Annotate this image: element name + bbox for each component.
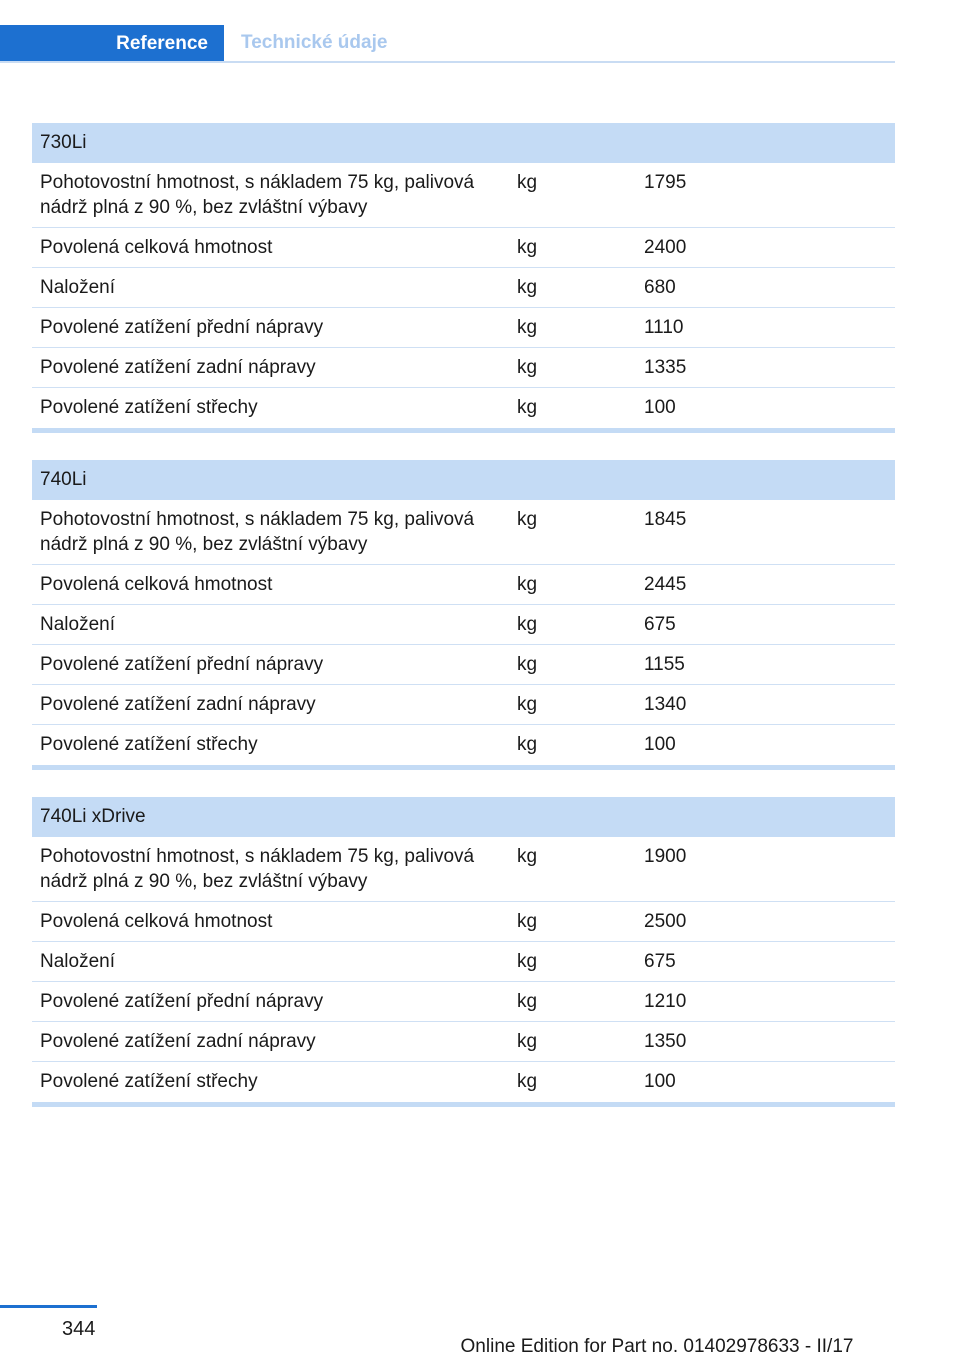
- row-unit: kg: [517, 1071, 538, 1092]
- tab-technical-data[interactable]: Technické údaje: [241, 32, 388, 53]
- spec-table-model-header: 740Li xDrive: [32, 797, 895, 837]
- spec-table: [32, 460, 895, 770]
- row-value: 2445: [644, 574, 687, 595]
- row-label: Povolené zatížení přední nápravy: [40, 317, 324, 338]
- row-unit: kg: [517, 614, 538, 635]
- header-divider: [0, 61, 895, 63]
- row-value: 1350: [644, 1031, 687, 1052]
- row-label: Pohotovostní hmotnost, s nákladem 75 kg, palivová nádrž plná z 90 %, bez zvláštní výbavy: [40, 509, 475, 555]
- row-label: Naložení: [40, 614, 115, 635]
- table-row: [32, 605, 895, 645]
- table-row: [32, 982, 895, 1022]
- row-label: Pohotovostní hmotnost, s nákladem 75 kg, palivová nádrž plná z 90 %, bez zvláštní výbavy: [40, 172, 475, 218]
- row-unit: kg: [517, 317, 538, 338]
- table-row: [32, 1062, 895, 1102]
- table-row: [32, 348, 895, 388]
- row-label: Povolené zatížení střechy: [40, 1071, 258, 1092]
- row-value: 2400: [644, 237, 687, 258]
- row-unit: kg: [517, 357, 538, 378]
- row-value: 1155: [644, 654, 685, 675]
- table-row: [32, 500, 895, 565]
- row-label: Povolené zatížení zadní nápravy: [40, 357, 316, 378]
- spec-table-bottom-rule: [32, 428, 895, 433]
- table-row: [32, 902, 895, 942]
- page-number: 344: [62, 1318, 96, 1340]
- row-unit: kg: [517, 911, 538, 932]
- table-row: [32, 388, 895, 428]
- row-value: 1340: [644, 694, 687, 715]
- row-label: Povolená celková hmotnost: [40, 574, 273, 595]
- row-unit: kg: [517, 654, 538, 675]
- row-value: 675: [644, 951, 676, 972]
- row-unit: kg: [517, 1031, 538, 1052]
- edition-text: Online Edition for Part no. 01402978633 - II/17: [460, 1336, 854, 1357]
- table-row: [32, 725, 895, 765]
- row-label: Naložení: [40, 277, 115, 298]
- row-value: 100: [644, 1071, 676, 1092]
- row-unit: kg: [517, 277, 538, 298]
- spec-table-model-header: 740Li: [32, 460, 895, 500]
- row-value: 100: [644, 397, 676, 418]
- row-unit: kg: [517, 237, 538, 258]
- spec-table: [32, 797, 895, 1107]
- row-value: 1795: [644, 172, 687, 193]
- row-label: Povolené zatížení přední nápravy: [40, 654, 324, 675]
- row-value: 1110: [644, 317, 684, 338]
- row-unit: kg: [517, 509, 538, 530]
- row-value: 1335: [644, 357, 687, 378]
- row-unit: kg: [517, 991, 538, 1012]
- spec-table-bottom-rule: [32, 1102, 895, 1107]
- row-value: 1210: [644, 991, 687, 1012]
- page-header: [0, 25, 895, 63]
- row-label: Povolená celková hmotnost: [40, 237, 273, 258]
- row-label: Povolené zatížení zadní nápravy: [40, 1031, 316, 1052]
- row-label: Pohotovostní hmotnost, s nákladem 75 kg, palivová nádrž plná z 90 %, bez zvláštní výbavy: [40, 846, 475, 892]
- row-label: Povolené zatížení střechy: [40, 734, 258, 755]
- row-unit: kg: [517, 951, 538, 972]
- row-value: 2500: [644, 911, 687, 932]
- row-label: Povolené zatížení střechy: [40, 397, 258, 418]
- spec-tables: [32, 123, 895, 1134]
- tab-reference[interactable]: Reference: [0, 25, 224, 63]
- row-unit: kg: [517, 574, 538, 595]
- row-value: 100: [644, 734, 676, 755]
- table-row: [32, 228, 895, 268]
- table-row: [32, 268, 895, 308]
- row-unit: kg: [517, 172, 538, 193]
- row-unit: kg: [517, 734, 538, 755]
- spec-table-model-header: 730Li: [32, 123, 895, 163]
- row-label: Naložení: [40, 951, 115, 972]
- table-row: [32, 1022, 895, 1062]
- table-row: [32, 685, 895, 725]
- row-unit: kg: [517, 846, 538, 867]
- table-row: [32, 565, 895, 605]
- table-row: [32, 942, 895, 982]
- row-value: 1845: [644, 509, 687, 530]
- table-row: [32, 308, 895, 348]
- row-unit: kg: [517, 397, 538, 418]
- table-row: [32, 837, 895, 902]
- row-label: Povolená celková hmotnost: [40, 911, 273, 932]
- row-value: 1900: [644, 846, 687, 867]
- spec-table-bottom-rule: [32, 765, 895, 770]
- row-label: Povolené zatížení zadní nápravy: [40, 694, 316, 715]
- row-unit: kg: [517, 694, 538, 715]
- table-row: [32, 645, 895, 685]
- spec-table: [32, 123, 895, 433]
- table-row: [32, 163, 895, 228]
- footer-accent-line: [0, 1305, 97, 1308]
- row-value: 680: [644, 277, 676, 298]
- row-value: 675: [644, 614, 676, 635]
- row-label: Povolené zatížení přední nápravy: [40, 991, 324, 1012]
